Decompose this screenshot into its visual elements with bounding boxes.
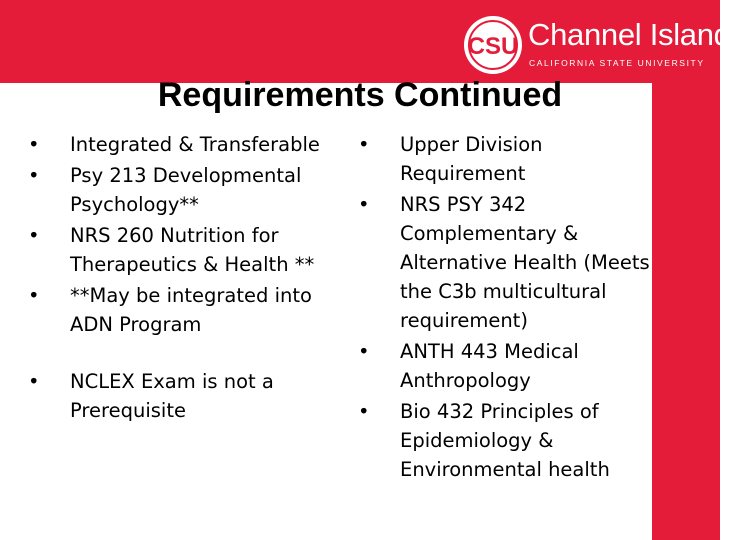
logo-subtitle: CALIFORNIA STATE UNIVERSITY	[529, 58, 705, 68]
list-item	[28, 130, 348, 159]
slide-title: Requirements Continued	[157, 76, 563, 114]
list-item-text: NRS 260 Nutrition for Therapeutics & Health **	[70, 224, 315, 276]
list-item	[358, 190, 658, 335]
bullet-icon: •	[358, 400, 370, 423]
list-item-text: Upper Division Requirement	[400, 133, 543, 185]
logo-name: Channel Islands	[528, 17, 746, 52]
list-item-text: **May be integrated into ADN Program	[70, 284, 312, 336]
bullet-icon: •	[358, 133, 370, 156]
list-item-text: Integrated & Transferable	[70, 133, 320, 156]
list-item	[28, 161, 348, 219]
list-item-text: Psy 213 Developmental Psychology**	[70, 164, 302, 216]
right-accent-band	[652, 83, 720, 540]
list-item	[358, 130, 658, 188]
list-item	[28, 367, 348, 425]
left-bullet-list	[28, 130, 348, 427]
list-item	[28, 221, 348, 279]
bullet-icon: •	[358, 193, 370, 216]
bullet-icon: •	[28, 224, 40, 247]
right-bullet-list	[358, 130, 658, 486]
list-item	[358, 337, 658, 395]
bullet-icon: •	[28, 370, 40, 393]
bullet-icon: •	[28, 164, 40, 187]
list-item-text: NRS PSY 342 Complementary & Alternative Health (Meets the C3b multicultural requirement)	[400, 193, 650, 332]
logo-mark-text: CSU	[467, 33, 519, 60]
list-item-text: Bio 432 Principles of Epidemiology & Environmental health	[400, 400, 610, 481]
bullet-icon: •	[28, 284, 40, 307]
list-item-text: NCLEX Exam is not a Prerequisite	[70, 370, 274, 422]
bullet-icon: •	[28, 133, 40, 156]
list-item	[358, 397, 658, 484]
bullet-icon: •	[358, 340, 370, 363]
csu-channel-islands-logo	[462, 14, 746, 74]
list-item-text: ANTH 443 Medical Anthropology	[400, 340, 579, 392]
csu-logo-icon	[462, 14, 524, 76]
list-item	[28, 281, 348, 339]
